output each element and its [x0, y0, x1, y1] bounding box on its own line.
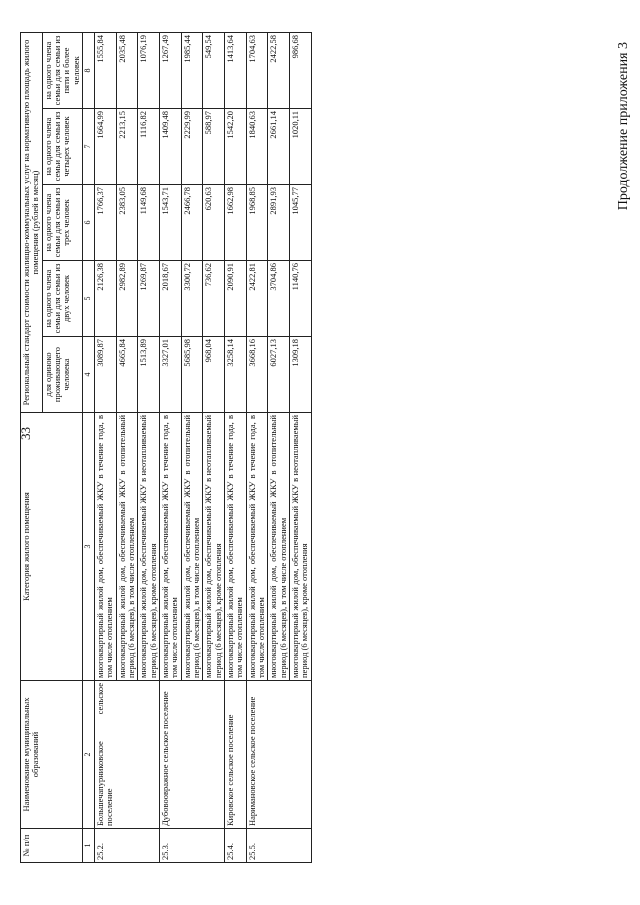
- value-cell: 2982,89: [116, 261, 138, 337]
- value-cell: 1968,85: [246, 185, 268, 261]
- housing-category: многоквартирный жилой дом, обеспечиваемый ЖКУ в течение года, в том числе отоплением: [246, 413, 268, 681]
- housing-category: многоквартирный жилой дом, обеспечиваемый ЖКУ в неотапливаемый период (6 месяцев), кроме отопления: [290, 413, 312, 681]
- header-sub-5: на одного члена семьи для семьи из пяти и более человек: [42, 32, 82, 108]
- municipality-name: Наримановское сельское поселение: [246, 681, 311, 829]
- value-cell: 1543,71: [159, 185, 181, 261]
- col-number: 6: [83, 185, 95, 261]
- housing-category: многоквартирный жилой дом, обеспечиваемый ЖКУ в отопительный период (6 месяцев), в том числе отоплением: [181, 413, 203, 681]
- standard-table: [20, 32, 312, 863]
- value-cell: 1555,84: [94, 32, 116, 108]
- row-number: 25.4.: [224, 829, 246, 863]
- value-cell: 2422,81: [246, 261, 268, 337]
- value-cell: 1309,18: [290, 337, 312, 413]
- appendix-title: Продолжение приложения 3: [616, 42, 631, 211]
- municipality-name: Кировское сельское поселение: [224, 681, 246, 829]
- value-cell: 620,63: [203, 185, 225, 261]
- col-number: 1: [83, 829, 95, 863]
- col-number: 7: [83, 109, 95, 185]
- page-number: 33: [18, 427, 33, 440]
- value-cell: 2422,58: [268, 32, 290, 108]
- header-sub-4: на одного члена семьи для семьи из четырех человек: [42, 109, 82, 185]
- value-cell: 1045,77: [290, 185, 312, 261]
- value-cell: 1664,99: [94, 109, 116, 185]
- value-cell: 986,68: [290, 32, 312, 108]
- value-cell: 2018,67: [159, 261, 181, 337]
- value-cell: 1269,87: [138, 261, 160, 337]
- value-cell: 3704,86: [268, 261, 290, 337]
- value-cell: 2213,15: [116, 109, 138, 185]
- header-sub-2: на одного члена семьи для семьи из двух человек: [42, 261, 82, 337]
- value-cell: 1076,19: [138, 32, 160, 108]
- housing-category: многоквартирный жилой дом, обеспечиваемый ЖКУ в течение года, в том числе отоплением: [94, 413, 116, 681]
- value-cell: 3258,14: [224, 337, 246, 413]
- value-cell: 968,04: [203, 337, 225, 413]
- header-standard: Региональный стандарт стоимости жилищно-коммунальных услуг на нормативную площадь жилого помещения (рублей в месяц): [21, 32, 43, 412]
- municipality-name: Большечапурниковское сельское поселение: [94, 681, 159, 829]
- value-cell: 1542,20: [224, 109, 246, 185]
- municipality-name: Дубовоовражное сельское поселение: [159, 681, 224, 829]
- value-cell: 2035,48: [116, 32, 138, 108]
- value-cell: 3089,87: [94, 337, 116, 413]
- value-cell: 4665,84: [116, 337, 138, 413]
- value-cell: 1267,49: [159, 32, 181, 108]
- value-cell: 2126,38: [94, 261, 116, 337]
- value-cell: 1149,68: [138, 185, 160, 261]
- header-no: № п/п: [21, 829, 83, 863]
- row-number: 25.5.: [246, 829, 311, 863]
- value-cell: 736,62: [203, 261, 225, 337]
- table-row: [94, 32, 116, 862]
- value-cell: 1704,63: [246, 32, 268, 108]
- housing-category: многоквартирный жилой дом, обеспечиваемый ЖКУ в неотапливаемый период (6 месяцев), кроме отопления: [138, 413, 160, 681]
- value-cell: 2383,05: [116, 185, 138, 261]
- housing-category: многоквартирный жилой дом, обеспечиваемый ЖКУ в течение года, в том числе отоплением: [224, 413, 246, 681]
- housing-category: многоквартирный жилой дом, обеспечиваемый ЖКУ в отопительный период (6 месяцев), в том числе отоплением: [268, 413, 290, 681]
- value-cell: 3300,72: [181, 261, 203, 337]
- value-cell: 549,54: [203, 32, 225, 108]
- header-sub-1: для одиноко проживающего человека: [42, 337, 82, 413]
- value-cell: 3327,01: [159, 337, 181, 413]
- col-number: 5: [83, 261, 95, 337]
- row-number: 25.2.: [94, 829, 159, 863]
- value-cell: 1413,64: [224, 32, 246, 108]
- header-sub-3: на одного члена семьи для семьи из трех человек: [42, 185, 82, 261]
- value-cell: 1513,89: [138, 337, 160, 413]
- housing-category: многоквартирный жилой дом, обеспечиваемый ЖКУ в течение года, в том числе отоплением: [159, 413, 181, 681]
- value-cell: 1140,76: [290, 261, 312, 337]
- value-cell: 6027,13: [268, 337, 290, 413]
- value-cell: 588,97: [203, 109, 225, 185]
- value-cell: 3668,16: [246, 337, 268, 413]
- row-number: 25.3.: [159, 829, 224, 863]
- table-row: [224, 32, 246, 862]
- value-cell: 1020,11: [290, 109, 312, 185]
- table-row: [159, 32, 181, 862]
- col-number: 8: [83, 32, 95, 108]
- value-cell: 1766,37: [94, 185, 116, 261]
- value-cell: 1409,48: [159, 109, 181, 185]
- col-number: 2: [83, 681, 95, 829]
- value-cell: 1662,98: [224, 185, 246, 261]
- value-cell: 1840,63: [246, 109, 268, 185]
- value-cell: 1985,44: [181, 32, 203, 108]
- header-municipality: Наименование муниципальных образований: [21, 681, 83, 829]
- col-number: 3: [83, 413, 95, 681]
- header-category: Категория жилого помещения: [21, 413, 83, 681]
- table-row: [246, 32, 268, 862]
- value-cell: 1116,82: [138, 109, 160, 185]
- value-cell: 2090,91: [224, 261, 246, 337]
- value-cell: 5685,98: [181, 337, 203, 413]
- value-cell: 2229,99: [181, 109, 203, 185]
- value-cell: 2891,93: [268, 185, 290, 261]
- value-cell: 2661,14: [268, 109, 290, 185]
- housing-category: многоквартирный жилой дом, обеспечиваемый ЖКУ в отопительный период (6 месяцев), в том числе отоплением: [116, 413, 138, 681]
- housing-category: многоквартирный жилой дом, обеспечиваемый ЖКУ в неотапливаемый период (6 месяцев), кроме отопления: [203, 413, 225, 681]
- value-cell: 2466,78: [181, 185, 203, 261]
- col-number: 4: [83, 337, 95, 413]
